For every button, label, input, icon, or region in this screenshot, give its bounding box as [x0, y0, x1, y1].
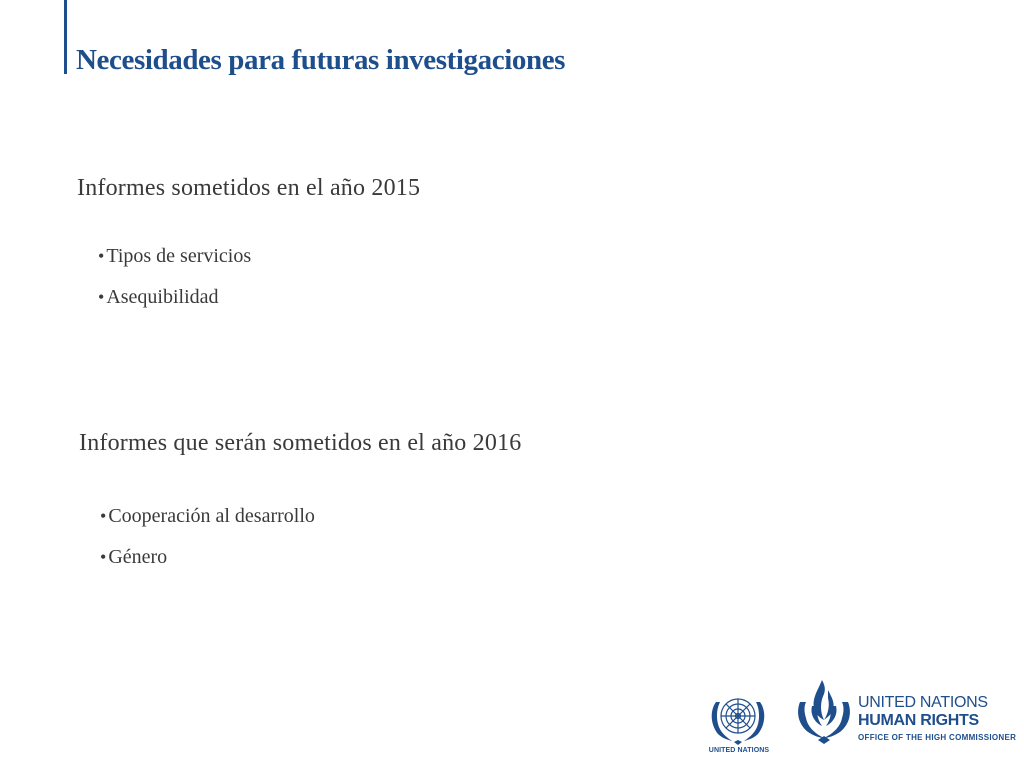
- title-accent-bar: [64, 0, 67, 74]
- ohchr-wordmark: [858, 694, 1016, 744]
- list-item: [100, 506, 315, 547]
- un-caption: UNITED NATIONS: [708, 747, 770, 754]
- bullet-list-2016: [100, 506, 315, 588]
- section-heading-2016: Informes que serán sometidos en el año 2016: [79, 430, 522, 456]
- ohchr-line-united-nations: UNITED NATIONS: [858, 694, 988, 711]
- section-heading-2015: Informes sometidos en el año 2015: [77, 175, 421, 201]
- bullet-text: Asequibilidad: [106, 286, 219, 308]
- bullet-icon: •: [98, 287, 105, 307]
- ohchr-line-human-rights: HUMAN RIGHTS: [858, 712, 979, 729]
- list-item: [98, 287, 251, 328]
- bullet-text: Tipos de servicios: [106, 245, 252, 267]
- bullet-icon: •: [98, 246, 105, 266]
- bullet-icon: •: [100, 547, 107, 567]
- ohchr-flame-emblem-icon: [792, 676, 856, 748]
- ohchr-line-office: OFFICE OF THE HIGH COMMISSIONER: [858, 733, 1017, 742]
- list-item: [98, 246, 251, 287]
- bullet-icon: •: [100, 506, 107, 526]
- bullet-text: Género: [108, 546, 168, 568]
- list-item: [100, 547, 315, 588]
- footer-logos: [700, 672, 1017, 764]
- bullet-list-2015: [98, 246, 251, 328]
- bullet-text: Cooperación al desarrollo: [108, 505, 315, 527]
- slide-title: Necesidades para futuras investigaciones: [76, 44, 566, 76]
